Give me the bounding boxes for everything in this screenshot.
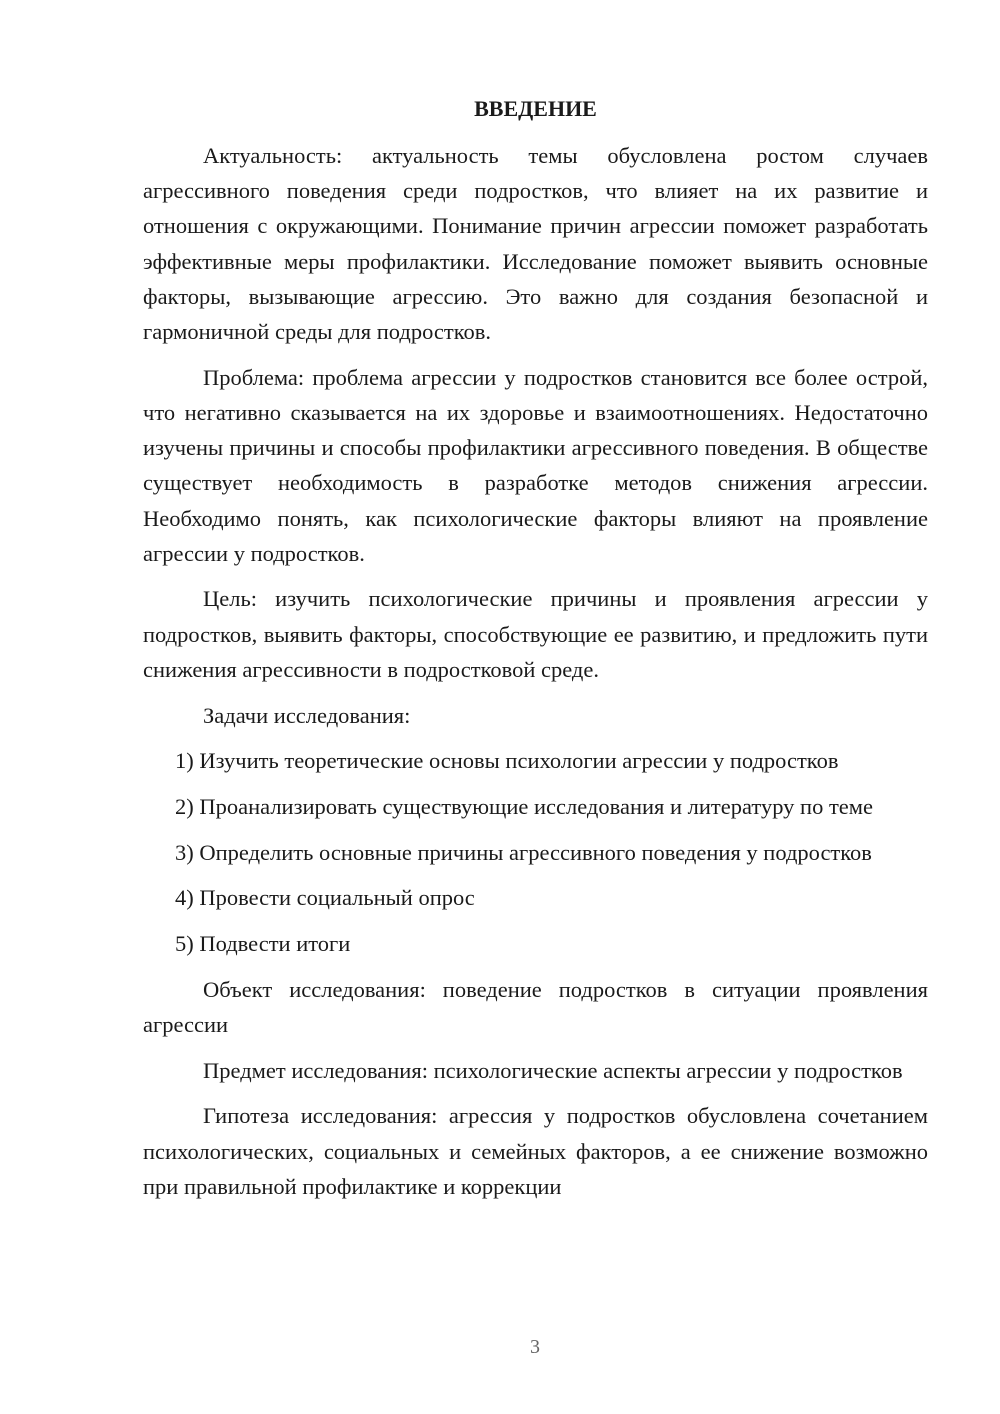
task-item-4: 4) Провести социальный опрос <box>175 885 475 911</box>
paragraph-object: Объект исследования: поведение подростков в ситуации проявления агрессии <box>143 976 928 1037</box>
paragraph-relevance: Актуальность: актуальность темы обусловлена ростом случаев агрессивного поведения среди подростков, что влияет на их развитие и отношения с окружающими. Понимание причин агрессии поможет разработать эффективные меры профилактики. Исследование поможет выявить основные факторы, вызывающие агрессию. Это важно для создания безопасной и гармоничной среды для подростков. <box>143 143 928 345</box>
task-item-3: 3) Определить основные причины агрессивного поведения у подростков <box>175 839 872 865</box>
task-item-2: 2) Проанализировать существующие исследования и литературу по теме <box>175 793 873 819</box>
page-content <box>143 92 928 1214</box>
paragraph-tasks-heading: Задачи исследования: <box>203 702 411 728</box>
task-item-5: 5) Подвести итоги <box>175 931 351 957</box>
page-number: 3 <box>530 1336 540 1358</box>
task-item-1: 1) Изучить теоретические основы психологии агрессии у подростков <box>175 748 839 774</box>
paragraph-hypothesis: Гипотеза исследования: агрессия у подростков обусловлена сочетанием психологических, социальных и семейных факторов, а ее снижение возможно при правильной профилактике и коррекции <box>143 1103 928 1199</box>
paragraph-goal: Цель: изучить психологические причины и проявления агрессии у подростков, выявить факторы, способствующие ее развитию, и предложить пути снижения агрессивности в подростковой среде. <box>143 586 928 682</box>
paragraph-problem: Проблема: проблема агрессии у подростков становится все более острой, что негативно сказывается на их здоровье и взаимоотношениях. Недостаточно изучены причины и способы профилактики агрессивного поведения. В обществе существует необходимость в разработке методов снижения агрессии. Необходимо понять, как психологические факторы влияют на проявление агрессии у подростков. <box>143 364 928 566</box>
page-title: ВВЕДЕНИЕ <box>474 96 597 121</box>
paragraph-subject: Предмет исследования: психологические аспекты агрессии у подростков <box>203 1057 903 1083</box>
